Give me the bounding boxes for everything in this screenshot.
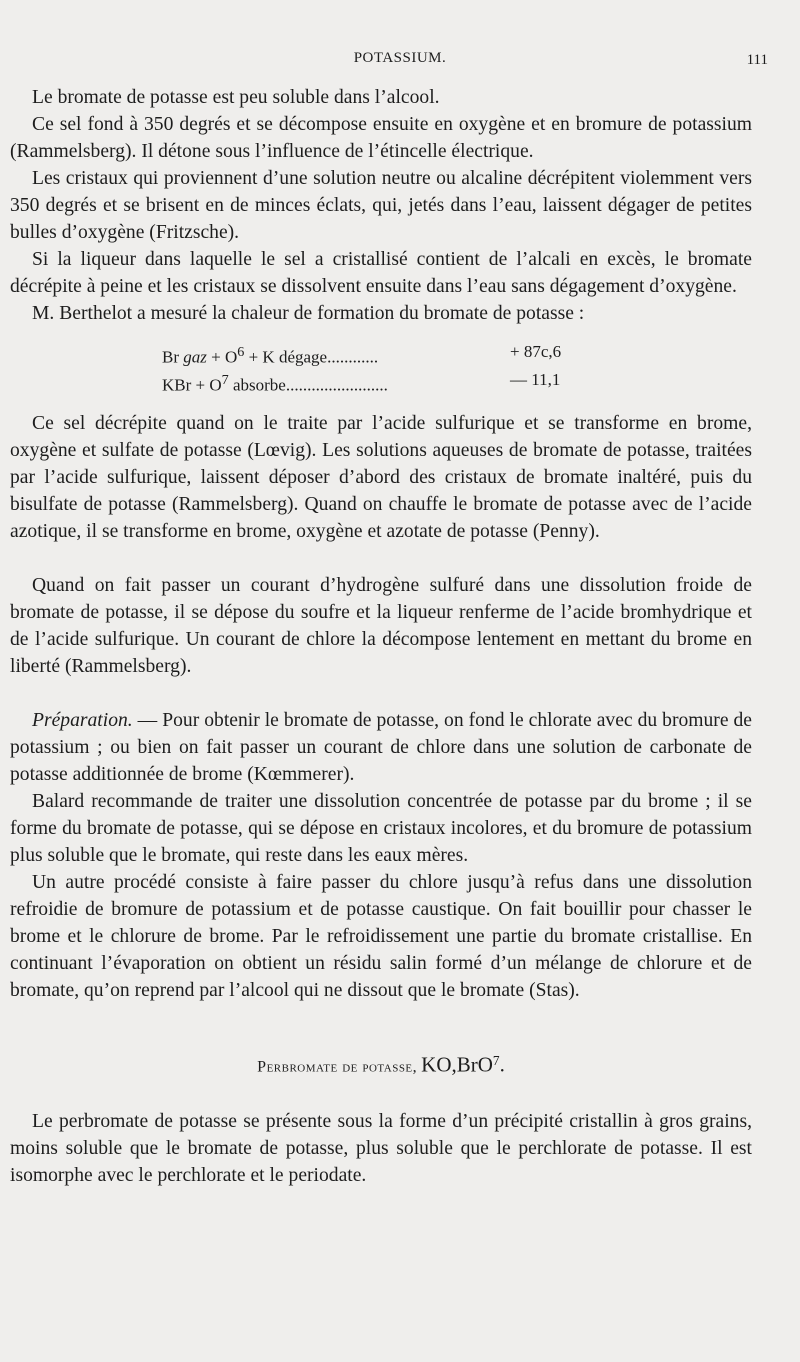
- paragraph: M. Berthelot a mesuré la chaleur de formation du bromate de potasse :: [32, 303, 585, 324]
- formula-sup: 7: [221, 371, 229, 388]
- page-body: [10, 84, 752, 1189]
- formula-text: Br: [162, 347, 184, 367]
- paragraph: Ce sel fond à 350 degrés et se décompose ensuite en oxygène et en bromure de potassium (Rammelsberg). Il détone sous l’influence de l’étincelle électrique.: [10, 114, 752, 162]
- paragraph: [10, 707, 752, 788]
- section-title-text: Perbromate de potasse,: [257, 1058, 418, 1076]
- paragraph: Quand on fait passer un courant d’hydrogène sulfuré dans une dissolution froide de bromate de potasse, il se dépose du soufre et la liqueur renferme de l’acide bromhydrique et de l’acide sulfurique. Un courant de chlore la décompose lentement en mettant du brome en liberté (Rammelsberg).: [10, 575, 752, 678]
- paragraph: Le perbromate de potasse se présente sous la forme d’un précipité cristallin à gros grains, moins soluble que le bromate de potasse, plus soluble que le perchlorate de potasse. Il est isomorphe avec le perchlorate et le periodate.: [10, 1110, 752, 1186]
- formula-value: — 11,1: [510, 369, 561, 389]
- paragraph: Un autre procédé consiste à faire passer du chlore jusqu’à refus dans une dissolution refroidie de bromure de potassium et de potasse caustique. On fait bouillir pour chasser le brome et le chlorure de brome. Par le refroidissement une partie du bromate cristallise. En continuant l’évaporation on obtient un résidu salin formé d’un mélange de chlorure et de bromate, qu’on reprend par l’alcool qui ne dissout que le bromate (Stas).: [10, 872, 752, 1002]
- paragraph: Ce sel décrépite quand on le traite par l’acide sulfurique et se transforme en brome, oxygène et sulfate de potasse (Lœvig). Les solutions aqueuses de bromate de potasse, traitées par l’acide sulfurique, laissent déposer d’abord des cristaux de bromate inaltéré, puis du bisulfate de potasse (Rammelsberg). Quand on chauffe le bromate de potasse avec de l’acide azotique, il se transforme en brome, oxygène et azotate de potasse (Penny).: [10, 413, 752, 543]
- paragraph: Balard recommande de traiter une dissolution concentrée de potasse par du brome ; il se forme du bromate de potasse, qui se dépose en cristaux incolores, et du bromure de potassium plus soluble que le bromate, qui reste dans les eaux mères.: [10, 791, 752, 867]
- formula-text: KBr + O: [162, 375, 222, 395]
- paragraph: Si la liqueur dans laquelle le sel a cristallisé contient de l’alcali en excès, le bromate décrépite à peine et les cristaux se dissolvent ensuite dans l’eau sans dégagement d’oxygène.: [10, 249, 752, 297]
- section-formula-end: .: [499, 1052, 505, 1077]
- formula-row: [162, 341, 752, 369]
- formula-text: + O: [206, 347, 238, 367]
- paragraph-label: Préparation.: [32, 710, 133, 732]
- thermochemistry-formulas: [162, 341, 752, 396]
- formula-row: [162, 369, 752, 397]
- section-formula: KO,BrO: [421, 1052, 493, 1077]
- formula-text: absorbe........................: [228, 375, 388, 395]
- formula-text: + K dégage............: [244, 347, 379, 367]
- formula-sup: 6: [237, 344, 245, 360]
- paragraph: Le bromate de potasse est peu soluble dans l’alcool.: [32, 87, 440, 108]
- page-number: 111: [746, 52, 768, 68]
- page-header: [0, 50, 800, 74]
- section-title: [10, 1047, 752, 1080]
- formula-value: + 87c,6: [510, 342, 562, 361]
- paragraph: Les cristaux qui proviennent d’une solution neutre ou alcaline décrépitent violemment vers 350 degrés et se brisent en de minces éclats, qui, jetés dans l’eau, laissent dégager de petites bulles d’oxygène (Fritzsche).: [10, 168, 752, 243]
- paragraph-text: — Pour obtenir le bromate de potasse, on fond le chlorate avec du bromure de potassium ; ou bien on fait passer un courant de chlore dans une solution de carbonate de potasse additionnée de brome (Kœmmerer).: [10, 710, 752, 786]
- formula-text: gaz: [183, 347, 207, 367]
- section-formula-sup: 7: [492, 1053, 500, 1069]
- running-title: POTASSIUM.: [353, 50, 447, 66]
